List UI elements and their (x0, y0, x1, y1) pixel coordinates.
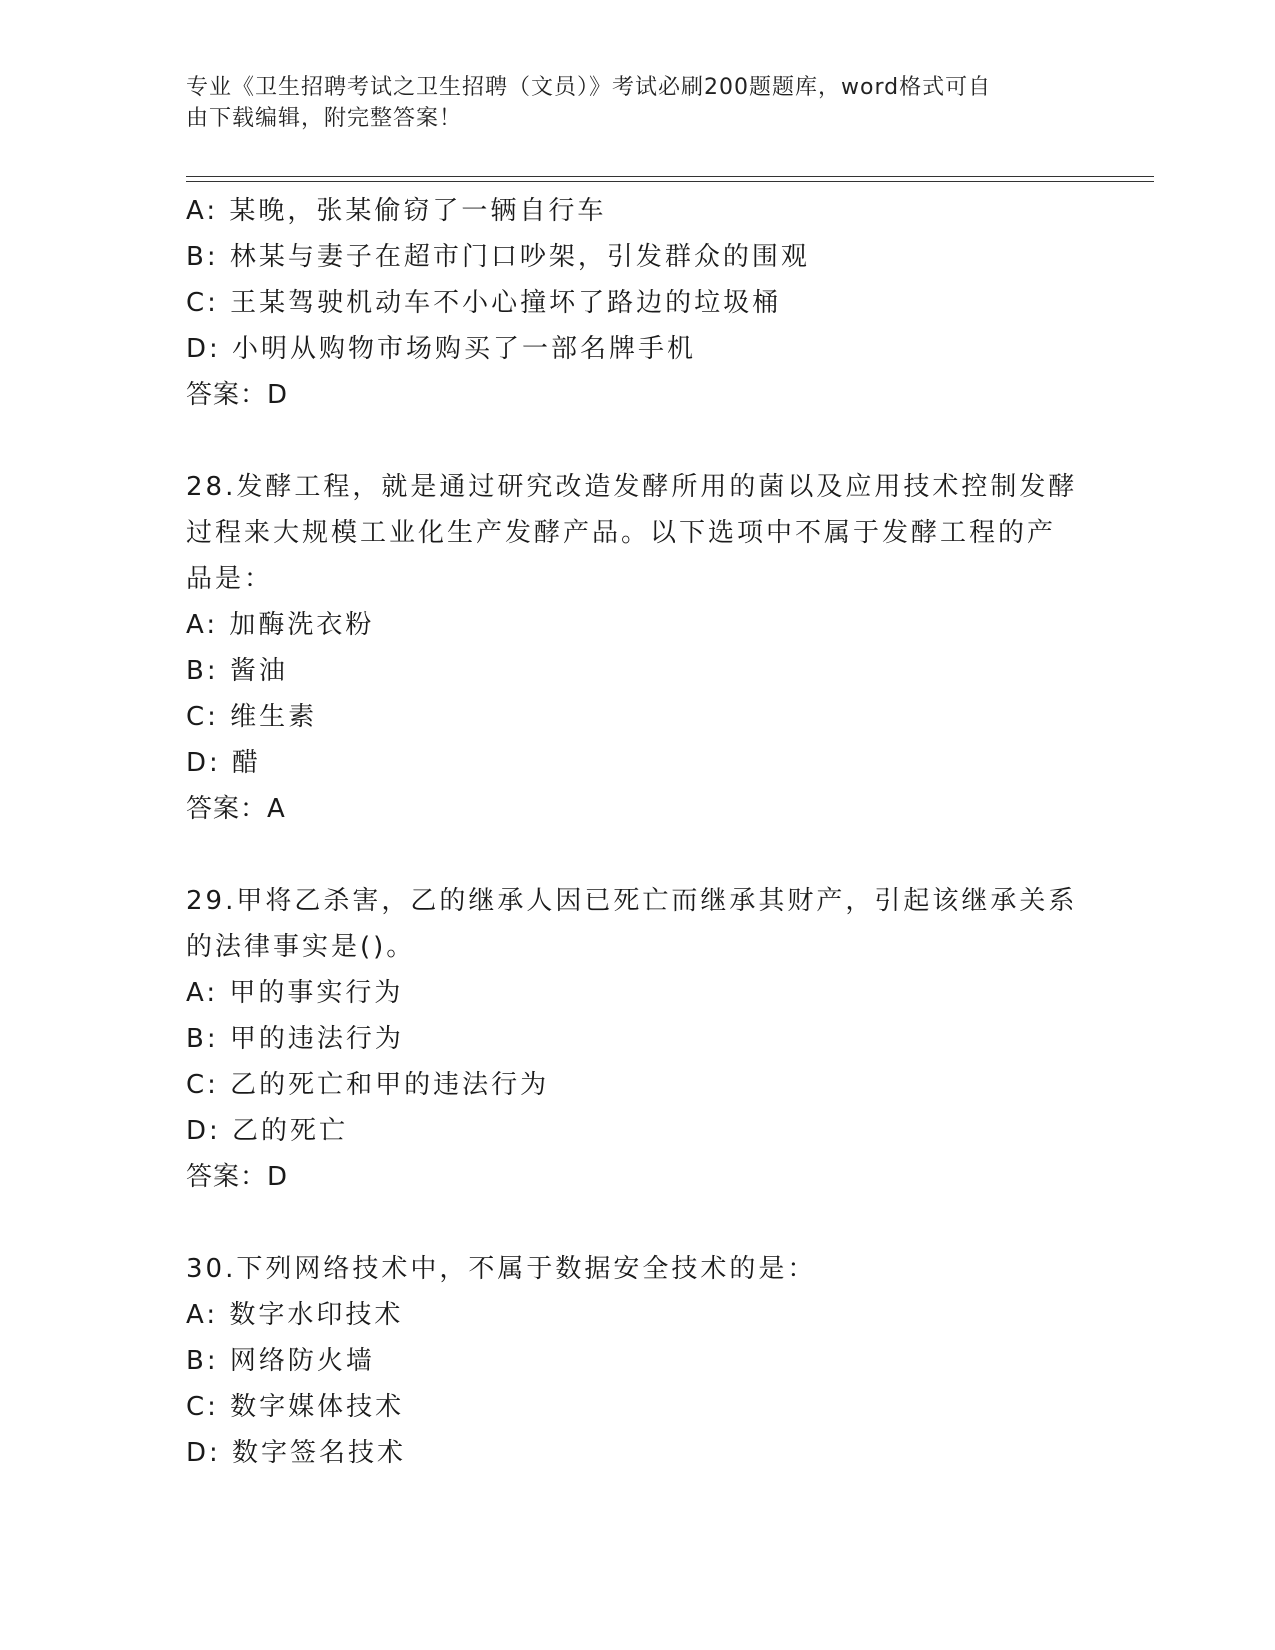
option-c: C: 乙的死亡和甲的违法行为 (186, 1070, 550, 1100)
header-line-2: 由下载编辑，附完整答案！ (186, 106, 463, 131)
answer: 答案：A (186, 794, 286, 824)
option-c: C: 维生素 (186, 702, 318, 732)
option-d: D: 小明从购物市场购买了一部名牌手机 (186, 334, 697, 364)
question-gap (186, 418, 1086, 464)
question-stem-line: 29.甲将乙杀害，乙的继承人因已死亡而继承其财产，引起该继承关系 (186, 886, 1078, 916)
page-header (186, 72, 1066, 134)
header-line-1: 专业《卫生招聘考试之卫生招聘（文员）》考试必刷200题题库，word格式可自 (186, 75, 992, 100)
answer: 答案：D (186, 380, 289, 410)
question-stem-line: 30.下列网络技术中，不属于数据安全技术的是： (186, 1254, 817, 1284)
question-list (186, 188, 1086, 1476)
question-gap (186, 1200, 1086, 1246)
option-d: D: 数字签名技术 (186, 1438, 407, 1468)
question-27 (186, 188, 1086, 418)
option-b: B: 网络防火墙 (186, 1346, 375, 1376)
question-gap (186, 832, 1086, 878)
question-29 (186, 878, 1086, 1200)
header-divider (186, 176, 1154, 182)
option-a: A: 数字水印技术 (186, 1300, 404, 1330)
question-stem-line: 品是： (186, 564, 274, 594)
option-b: B: 林某与妻子在超市门口吵架，引发群众的围观 (186, 242, 810, 272)
question-30 (186, 1246, 1086, 1476)
option-b: B: 甲的违法行为 (186, 1024, 404, 1054)
answer: 答案：D (186, 1162, 289, 1192)
option-a: A: 某晚，张某偷窃了一辆自行车 (186, 196, 607, 226)
option-d: D: 乙的死亡 (186, 1116, 349, 1146)
question-stem-line: 28.发酵工程，就是通过研究改造发酵所用的菌以及应用技术控制发酵 (186, 472, 1078, 502)
option-d: D: 醋 (186, 748, 262, 778)
option-a: A: 甲的事实行为 (186, 978, 404, 1008)
question-stem-line: 过程来大规模工业化生产发酵产品。以下选项中不属于发酵工程的产 (186, 518, 1057, 548)
option-a: A: 加酶洗衣粉 (186, 610, 375, 640)
question-stem-line: 的法律事实是()。 (186, 932, 416, 962)
option-b: B: 酱油 (186, 656, 288, 686)
option-c: C: 数字媒体技术 (186, 1392, 405, 1422)
option-c: C: 王某驾驶机动车不小心撞坏了路边的垃圾桶 (186, 288, 782, 318)
question-28 (186, 464, 1086, 832)
